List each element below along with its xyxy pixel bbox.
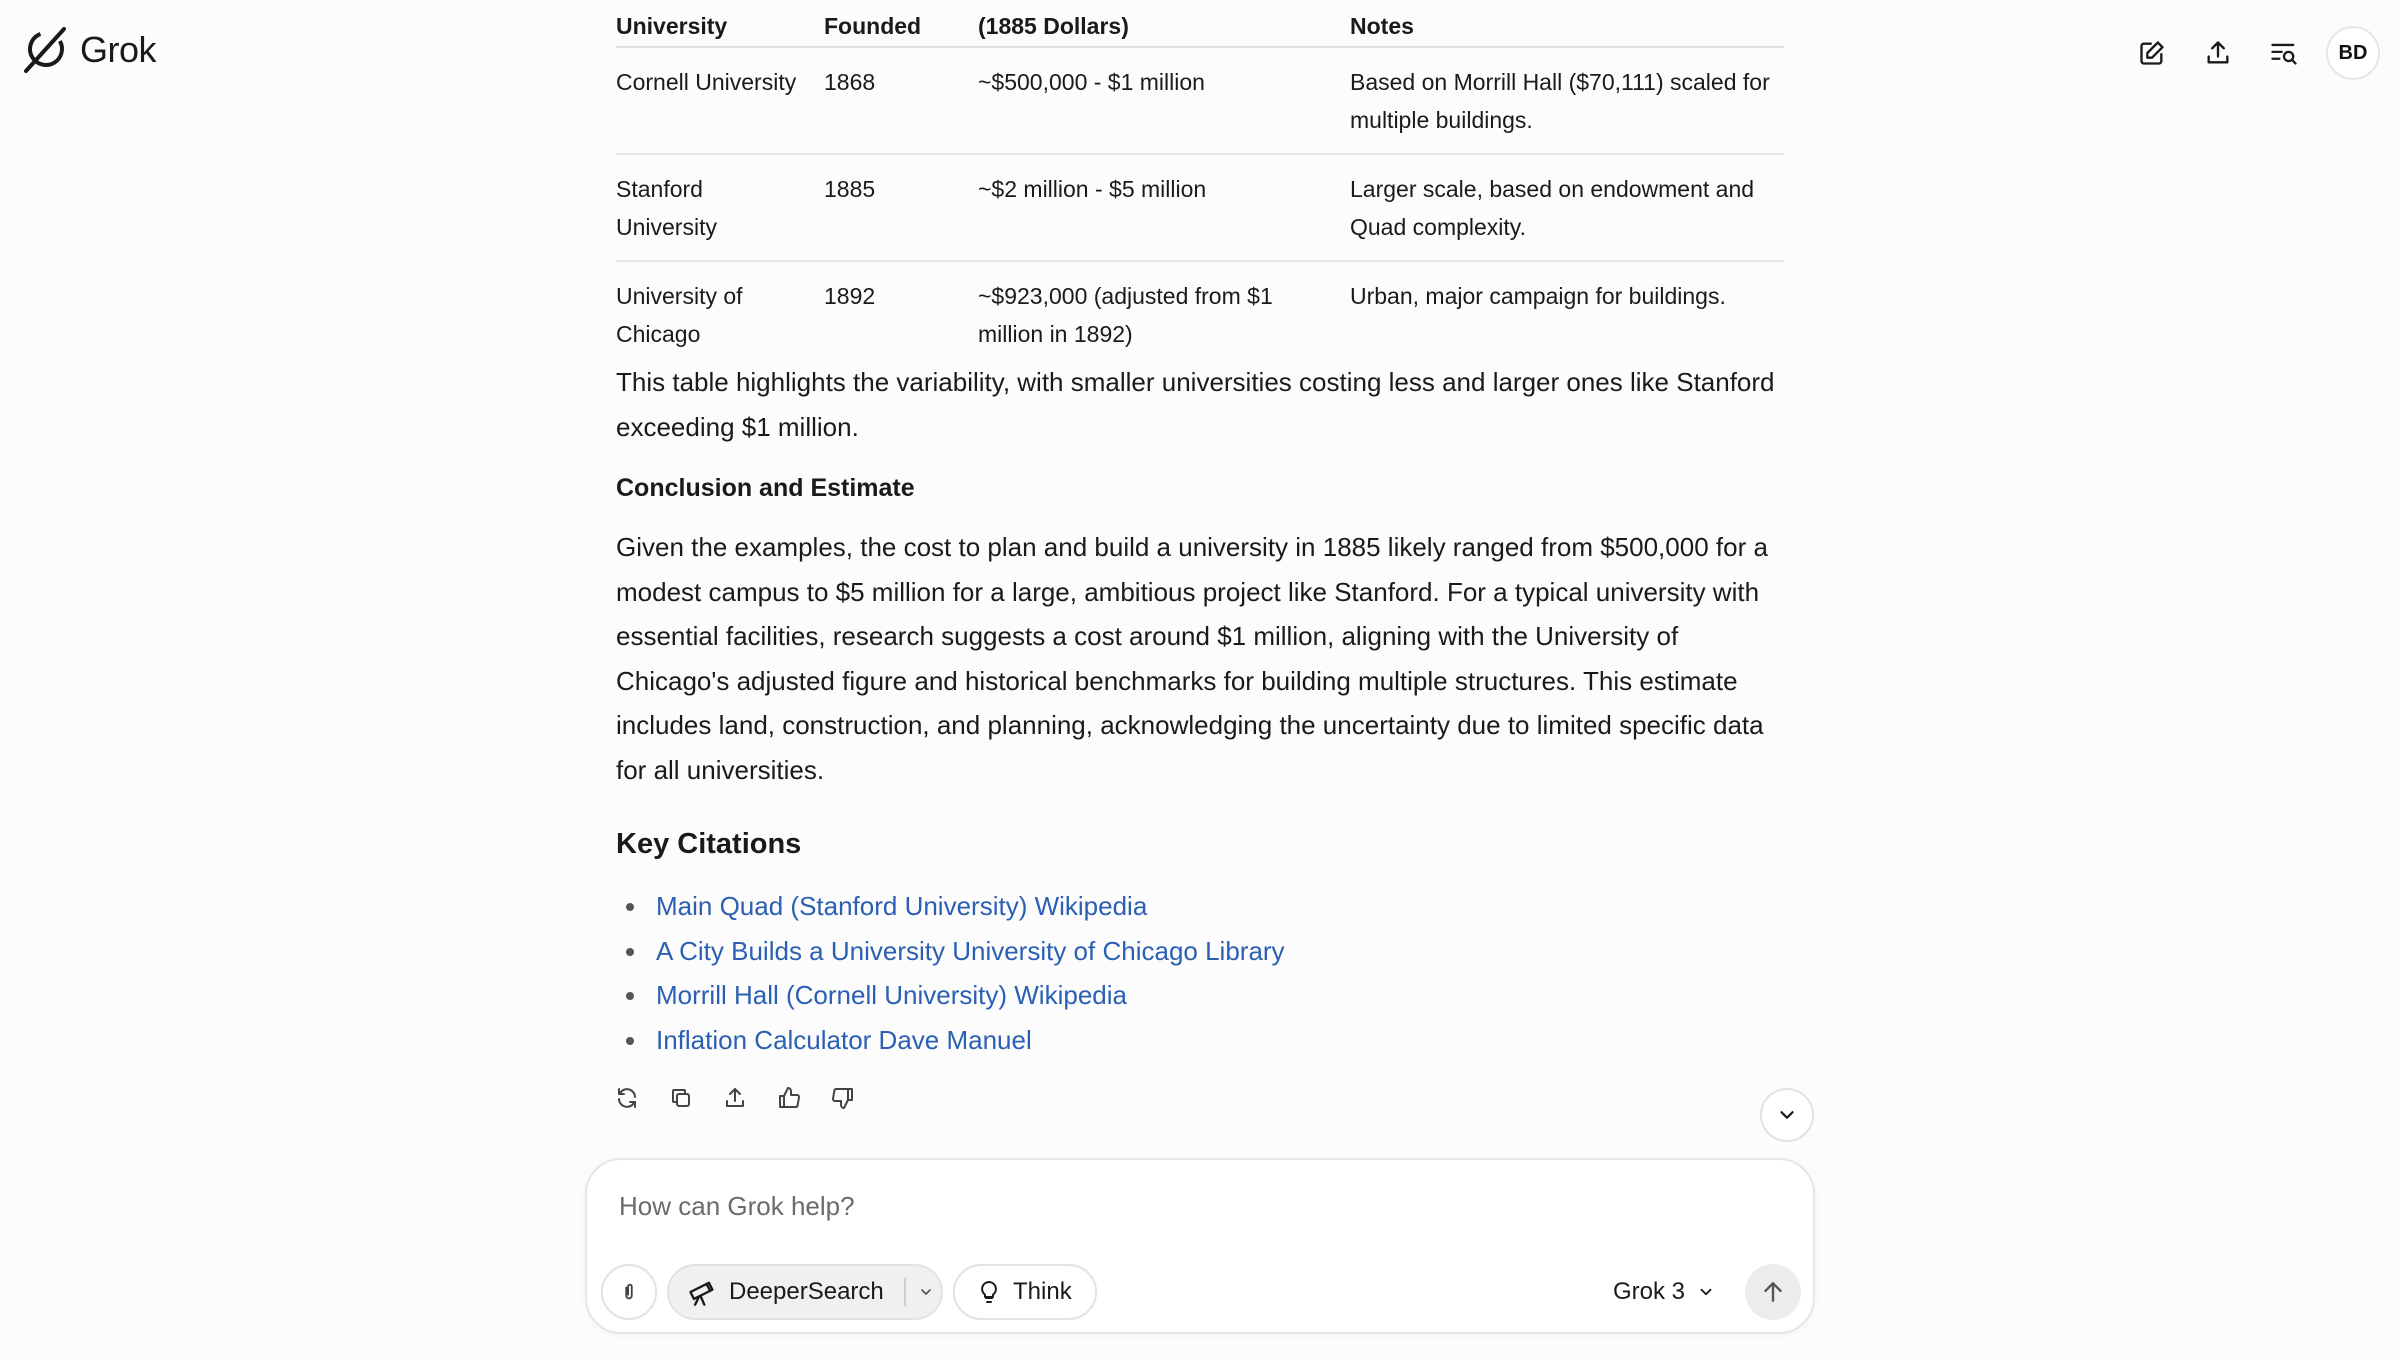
column-header: Founded	[824, 0, 978, 47]
table-row	[616, 261, 1784, 367]
paperclip-icon	[618, 1281, 640, 1303]
chevron-down-icon	[1697, 1283, 1715, 1301]
column-header: University	[616, 0, 824, 47]
citation-link[interactable]: Inflation Calculator Dave Manuel	[656, 1024, 1032, 1055]
telescope-icon	[687, 1278, 717, 1306]
deepersearch-button[interactable]	[667, 1264, 943, 1320]
table-row	[616, 154, 1784, 261]
list-item	[616, 884, 1285, 929]
list-item	[616, 1018, 1285, 1063]
lightbulb-icon	[977, 1278, 1001, 1306]
table-cell: ~$2 million - $5 million	[978, 154, 1350, 261]
new-chat-button[interactable]	[2128, 29, 2176, 77]
header-actions	[2128, 26, 2380, 80]
arrow-up-icon	[1760, 1279, 1786, 1305]
table-cell: Cornell University	[616, 47, 824, 154]
share-icon	[723, 1086, 747, 1110]
model-selector[interactable]	[1613, 1264, 1715, 1320]
response-actions	[611, 1082, 859, 1114]
table-cell: 1885	[824, 154, 978, 261]
citations-heading: Key Citations	[616, 828, 802, 860]
table-cell: ~$923,000 (adjusted from $1 million in 1892)	[978, 283, 1273, 347]
table-cell: University of Chicago	[616, 283, 743, 347]
table-row	[616, 47, 1784, 154]
table-cell: Stanford University	[616, 154, 824, 261]
summary-paragraph: This table highlights the variability, with smaller universities costing less and larger ones like Stanford exceeding $1 million.	[616, 367, 1775, 442]
think-button[interactable]	[953, 1264, 1097, 1320]
edit-icon	[2138, 39, 2166, 67]
grok-logo-icon	[20, 25, 70, 75]
thumbs-up-icon	[777, 1086, 801, 1110]
composer	[585, 1158, 1815, 1334]
like-button[interactable]	[773, 1082, 805, 1114]
scroll-to-bottom-button[interactable]	[1760, 1088, 1814, 1142]
avatar[interactable]: BD	[2326, 26, 2380, 80]
regenerate-button[interactable]	[611, 1082, 643, 1114]
table-header-row	[616, 0, 1784, 47]
copy-button[interactable]	[665, 1082, 697, 1114]
history-search-icon	[2269, 39, 2299, 67]
copy-icon	[669, 1086, 693, 1110]
citations-list	[616, 884, 1285, 1062]
prompt-input[interactable]	[617, 1190, 1721, 1223]
column-header: (1885 Dollars)	[978, 0, 1350, 47]
history-search-button[interactable]	[2260, 29, 2308, 77]
list-item	[616, 973, 1285, 1018]
share-icon	[2204, 39, 2232, 67]
attach-button[interactable]	[601, 1264, 657, 1320]
table-cell: Urban, major campaign for buildings.	[1350, 283, 1726, 309]
table-cell: 1868	[824, 47, 978, 154]
chevron-down-icon	[1776, 1104, 1798, 1126]
conclusion-paragraph: Given the examples, the cost to plan and build a university in 1885 likely ranged from $500,000 for a modest campus to $5 million for a large, ambitious project like Stanford. For a typical university with essential facilities, research suggests a cost around $1 million, aligning with the University of Chicago's adjusted figure and historical benchmarks for building multiple structures. This estimate includes land, construction, and planning, acknowledging the uncertainty due to limited specific data for all universities.	[616, 532, 1768, 785]
table-cell: 1892	[824, 283, 876, 309]
brand-name: Grok	[80, 29, 157, 70]
model-label: Grok 3	[1613, 1278, 1686, 1305]
share-button[interactable]	[2194, 29, 2242, 77]
conclusion-heading: Conclusion and Estimate	[616, 474, 915, 502]
citation-link[interactable]: Main Quad (Stanford University) Wikipedia	[656, 891, 1148, 921]
response-content	[616, 0, 1784, 1055]
chevron-down-icon[interactable]	[918, 1284, 934, 1300]
grok-logo[interactable]	[20, 24, 156, 76]
think-label: Think	[1013, 1278, 1072, 1305]
thumbs-down-icon	[831, 1086, 855, 1110]
deepersearch-label: DeeperSearch	[729, 1278, 884, 1305]
divider	[904, 1278, 906, 1306]
dislike-button[interactable]	[827, 1082, 859, 1114]
send-button[interactable]	[1745, 1264, 1801, 1320]
citation-link[interactable]: Morrill Hall (Cornell University) Wikipedia	[656, 980, 1127, 1010]
citation-link[interactable]: A City Builds a University University of Chicago Library	[656, 935, 1285, 966]
table-cell: ~$500,000 - $1 million	[978, 47, 1350, 154]
share-response-button[interactable]	[719, 1082, 751, 1114]
column-header: Notes	[1350, 0, 1784, 47]
cost-table	[616, 0, 1784, 367]
table-cell: Based on Morrill Hall ($70,111) scaled for multiple buildings.	[1350, 47, 1784, 154]
list-item	[616, 929, 1285, 974]
table-cell: Larger scale, based on endowment and Quad complexity.	[1350, 154, 1784, 261]
regenerate-icon	[615, 1086, 639, 1110]
